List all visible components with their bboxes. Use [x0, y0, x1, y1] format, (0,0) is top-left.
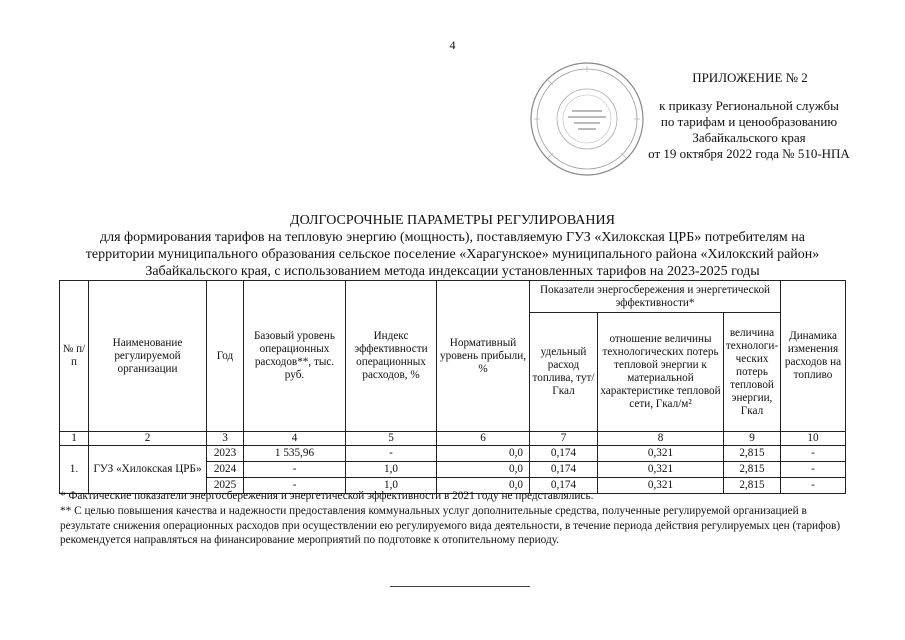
header-num: № п/п [60, 281, 89, 432]
column-number: 4 [244, 432, 346, 446]
cell-efficiency-index: - [346, 446, 437, 462]
cell-fuel-consumption: 0,174 [530, 462, 598, 478]
cell-base-level: - [244, 478, 346, 494]
footer-divider [390, 586, 530, 587]
column-number: 5 [346, 432, 437, 446]
footnote-2: ** С целью повышения качества и надежности предоставления коммунальных услуг дополнительные средства, полученные регулируемой организацией в результате снижения операционных расходов при осуществлении ею регулируемого вида деятельности, в течение периода действия регулируемых цен (тарифов) рекомендуется направляться на финансирование мероприятий по подготовке к отопительному периоду. [60, 505, 841, 546]
table-row [60, 446, 846, 462]
column-number: 1 [60, 432, 89, 446]
cell-fuel-dynamics: - [781, 478, 846, 494]
header-profit-level: Нормативный уровень прибыли, % [437, 281, 530, 432]
document-subtitle [60, 229, 845, 280]
column-number: 8 [598, 432, 724, 446]
header-year: Год [207, 281, 244, 432]
cell-year: 2025 [207, 478, 244, 494]
subtitle-line: Забайкальского края, с использованием метода индексации установленных тарифов на 2023-2025 годы [145, 264, 760, 279]
cell-base-level: - [244, 462, 346, 478]
subtitle-line: территории муниципального образования сельское поселение «Харагунское» муниципального района «Хилокский район» [85, 247, 820, 262]
cell-fuel-dynamics: - [781, 462, 846, 478]
cell-year: 2023 [207, 446, 244, 462]
header-organization: Наименование регулируемой организации [89, 281, 207, 432]
organization-name: ГУЗ «Хилокская ЦРБ» [89, 446, 207, 494]
appendix-line: к приказу Региональной службы [659, 98, 839, 113]
cell-profit-level: 0,0 [437, 462, 530, 478]
regulation-parameters-table [59, 280, 846, 494]
cell-fuel-dynamics: - [781, 446, 846, 462]
header-fuel-consumption: удельный расход топлива, тут/Гкал [530, 313, 598, 432]
cell-profit-level: 0,0 [437, 446, 530, 462]
column-number: 7 [530, 432, 598, 446]
cell-fuel-consumption: 0,174 [530, 446, 598, 462]
subtitle-line: для формирования тарифов на тепловую энергию (мощность), поставляемую ГУЗ «Хилокская ЦРБ» потребителям на [100, 230, 805, 245]
column-number: 3 [207, 432, 244, 446]
page-number: 4 [449, 38, 456, 52]
appendix-line: по тарифам и ценообразованию [660, 114, 838, 129]
cell-base-level: 1 535,96 [244, 446, 346, 462]
footnote-1: * Фактические показатели энергосбережения и энергетической эффективности в 2021 году не представлялись. [60, 490, 594, 502]
appendix-line: от 19 октября 2022 года № 510-НПА [648, 146, 850, 161]
cell-efficiency-index: 1,0 [346, 462, 437, 478]
cell-technological-losses: 2,815 [724, 478, 781, 494]
column-number: 2 [89, 432, 207, 446]
cell-profit-level: 0,0 [437, 478, 530, 494]
header-fuel-dynamics: Динамика изменения расходов на топливо [781, 281, 846, 432]
column-numbers-row [60, 432, 846, 446]
appendix-reference [594, 98, 904, 162]
document-title: ДОЛГОСРОЧНЫЕ ПАРАМЕТРЫ РЕГУЛИРОВАНИЯ [290, 213, 615, 228]
cell-loss-ratio: 0,321 [598, 462, 724, 478]
column-number: 6 [437, 432, 530, 446]
header-technological-losses: величина технологи-ческих потерь тепловой энергии, Гкал [724, 313, 781, 432]
cell-loss-ratio: 0,321 [598, 446, 724, 462]
row-number: 1. [60, 446, 89, 494]
appendix-line: Забайкальского края [692, 130, 806, 145]
header-base-level: Базовый уровень операционных расходов**, тыс. руб. [244, 281, 346, 432]
cell-technological-losses: 2,815 [724, 462, 781, 478]
column-number: 10 [781, 432, 846, 446]
cell-loss-ratio: 0,321 [598, 478, 724, 494]
cell-efficiency-index: 1,0 [346, 478, 437, 494]
appendix-title: ПРИЛОЖЕНИЕ № 2 [692, 70, 808, 85]
column-number: 9 [724, 432, 781, 446]
header-efficiency-index: Индекс эффективности операционных расходов, % [346, 281, 437, 432]
cell-technological-losses: 2,815 [724, 446, 781, 462]
cell-fuel-consumption: 0,174 [530, 478, 598, 494]
cell-year: 2024 [207, 462, 244, 478]
header-loss-ratio: отношение величины технологических потерь тепловой энергии к материальной характеристике тепловой сети, Гкал/м² [598, 313, 724, 432]
header-energy-group: Показатели энергосбережения и энергетической эффективности* [530, 281, 781, 313]
